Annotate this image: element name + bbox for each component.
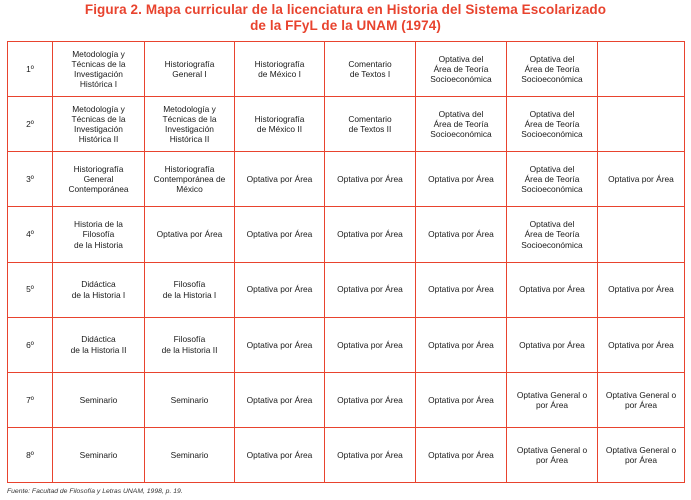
course-cell xyxy=(598,97,685,152)
course-cell xyxy=(416,152,507,207)
figure-title-line-2: de la FFyL de la UNAM (1974) xyxy=(250,18,441,33)
course-cell xyxy=(235,427,325,482)
course-name: Optativa por Área xyxy=(246,174,313,185)
course-cell xyxy=(325,262,416,317)
curriculum-map-table xyxy=(7,41,685,483)
course-cell xyxy=(145,152,235,207)
course-cell xyxy=(145,42,235,97)
semester-row xyxy=(8,317,685,372)
semester-row xyxy=(8,152,685,207)
course-name: Optativa General o por Área xyxy=(605,444,677,465)
course-cell xyxy=(598,207,685,262)
course-cell xyxy=(507,317,598,372)
course-name: Metodología y Técnicas de la Investigación Histórica I xyxy=(71,48,126,90)
course-cell xyxy=(235,207,325,262)
curriculum-table-body xyxy=(8,42,685,483)
course-name: Optativa por Área xyxy=(337,394,403,405)
course-cell xyxy=(598,317,685,372)
course-name: Optativa por Área xyxy=(428,229,494,240)
course-cell xyxy=(598,427,685,482)
course-name: Optativa del Área de Teoría Socioeconómica xyxy=(521,219,583,250)
course-cell xyxy=(53,427,145,482)
course-cell xyxy=(53,97,145,152)
course-name: Historiografía Contemporánea de México xyxy=(153,164,226,195)
course-name: Didáctica de la Historia I xyxy=(71,279,126,300)
course-cell xyxy=(416,207,507,262)
course-cell xyxy=(598,262,685,317)
course-name: Optativa del Área de Teoría Socioeconómica xyxy=(521,53,583,85)
course-cell xyxy=(53,152,145,207)
source-note: Fuente: Facultad de Filosofía y Letras UNAM, 1998, p. 19. xyxy=(7,488,183,495)
course-name: Optativa por Área xyxy=(608,339,674,350)
course-name: Historia de la Filosofía de la Historia xyxy=(74,219,123,250)
course-name: Filosofía de la Historia II xyxy=(161,334,218,355)
course-cell xyxy=(507,427,598,482)
course-cell xyxy=(507,262,598,317)
course-cell xyxy=(598,42,685,97)
course-cell xyxy=(235,262,325,317)
course-name: Optativa por Área xyxy=(428,449,494,460)
course-cell xyxy=(145,97,235,152)
course-name: Comentario de Textos II xyxy=(348,113,392,135)
semester-label: 3º xyxy=(8,152,53,207)
course-name: Optativa General o por Área xyxy=(605,389,677,410)
course-cell xyxy=(53,262,145,317)
course-cell xyxy=(325,207,416,262)
course-name: Optativa por Área xyxy=(519,339,585,350)
semester-label: 5º xyxy=(8,262,53,317)
course-name: Seminario xyxy=(170,449,209,460)
semester-row xyxy=(8,372,685,427)
course-name: Optativa por Área xyxy=(337,229,403,240)
course-cell xyxy=(145,372,235,427)
course-name: Optativa por Área xyxy=(608,284,674,295)
course-name: Seminario xyxy=(79,449,118,460)
course-name: Optativa del Área de Teoría Socioeconómica xyxy=(521,164,583,195)
semester-row xyxy=(8,42,685,97)
semester-label: 2º xyxy=(8,97,53,152)
course-cell xyxy=(416,372,507,427)
course-cell xyxy=(325,317,416,372)
course-name: Historiografía General I xyxy=(164,58,215,80)
course-cell xyxy=(598,152,685,207)
course-cell xyxy=(416,317,507,372)
course-cell xyxy=(507,207,598,262)
course-name: Optativa del Área de Teoría Socioeconómica xyxy=(430,108,492,140)
course-cell xyxy=(325,97,416,152)
semester-label: 6º xyxy=(8,317,53,372)
course-name: Optativa por Área xyxy=(337,284,403,295)
course-name: Optativa por Área xyxy=(428,394,494,405)
course-cell xyxy=(235,317,325,372)
semester-label: 8º xyxy=(8,427,53,482)
course-name: Optativa por Área xyxy=(428,174,494,185)
course-cell xyxy=(325,42,416,97)
course-cell xyxy=(145,262,235,317)
course-name: Optativa por Área xyxy=(519,284,585,295)
course-cell xyxy=(507,97,598,152)
course-cell xyxy=(598,372,685,427)
course-cell xyxy=(235,42,325,97)
course-name: Optativa por Área xyxy=(246,229,313,240)
course-cell xyxy=(53,317,145,372)
course-cell xyxy=(507,42,598,97)
course-cell xyxy=(145,427,235,482)
course-name: Optativa por Área xyxy=(246,449,313,460)
course-cell xyxy=(53,42,145,97)
course-name: Filosofía de la Historia I xyxy=(162,279,217,300)
course-name: Optativa por Área xyxy=(337,339,403,350)
course-name: Optativa General o por Área xyxy=(516,389,588,410)
course-name: Optativa por Área xyxy=(608,174,674,185)
course-cell xyxy=(145,207,235,262)
course-name: Optativa por Área xyxy=(246,394,313,405)
course-cell xyxy=(235,372,325,427)
semester-row xyxy=(8,97,685,152)
course-name: Metodología y Técnicas de la Investigación Histórica II xyxy=(71,103,126,145)
course-name: Historiografía de México II xyxy=(254,113,305,135)
course-name: Seminario xyxy=(170,394,209,405)
semester-row xyxy=(8,427,685,482)
semester-row xyxy=(8,262,685,317)
course-name: Seminario xyxy=(79,394,118,405)
semester-label: 4º xyxy=(8,207,53,262)
course-name: Optativa por Área xyxy=(428,284,494,295)
course-name: Optativa por Área xyxy=(156,229,223,240)
semester-label: 7º xyxy=(8,372,53,427)
semester-row xyxy=(8,207,685,262)
course-name: Historiografía de México I xyxy=(254,58,305,80)
course-cell xyxy=(416,262,507,317)
course-cell xyxy=(235,97,325,152)
course-cell xyxy=(235,152,325,207)
course-cell xyxy=(416,42,507,97)
figure-title-line-1: Figura 2. Mapa curricular de la licenciatura en Historia del Sistema Escolarizado xyxy=(84,2,607,17)
course-name: Optativa del Área de Teoría Socioeconómica xyxy=(521,108,583,140)
course-cell xyxy=(325,427,416,482)
course-name: Comentario de Textos I xyxy=(348,58,392,80)
course-name: Optativa por Área xyxy=(428,339,494,350)
course-name: Optativa por Área xyxy=(337,449,403,460)
course-cell xyxy=(53,207,145,262)
course-cell xyxy=(507,152,598,207)
course-cell xyxy=(416,97,507,152)
course-cell xyxy=(325,152,416,207)
course-name: Optativa General o por Área xyxy=(516,444,588,465)
course-cell xyxy=(507,372,598,427)
course-cell xyxy=(145,317,235,372)
course-cell xyxy=(53,372,145,427)
semester-label: 1º xyxy=(8,42,53,97)
course-name: Optativa por Área xyxy=(246,339,313,350)
course-name: Historiografía General Contemporánea xyxy=(68,164,129,195)
course-cell xyxy=(325,372,416,427)
course-name: Didáctica de la Historia II xyxy=(70,334,127,355)
course-cell xyxy=(416,427,507,482)
course-name: Optativa del Área de Teoría Socioeconómica xyxy=(430,53,492,85)
course-name: Optativa por Área xyxy=(337,174,403,185)
course-name: Optativa por Área xyxy=(246,284,313,295)
course-name: Metodología y Técnicas de la Investigación Histórica II xyxy=(162,103,217,145)
figure-title xyxy=(0,2,691,34)
